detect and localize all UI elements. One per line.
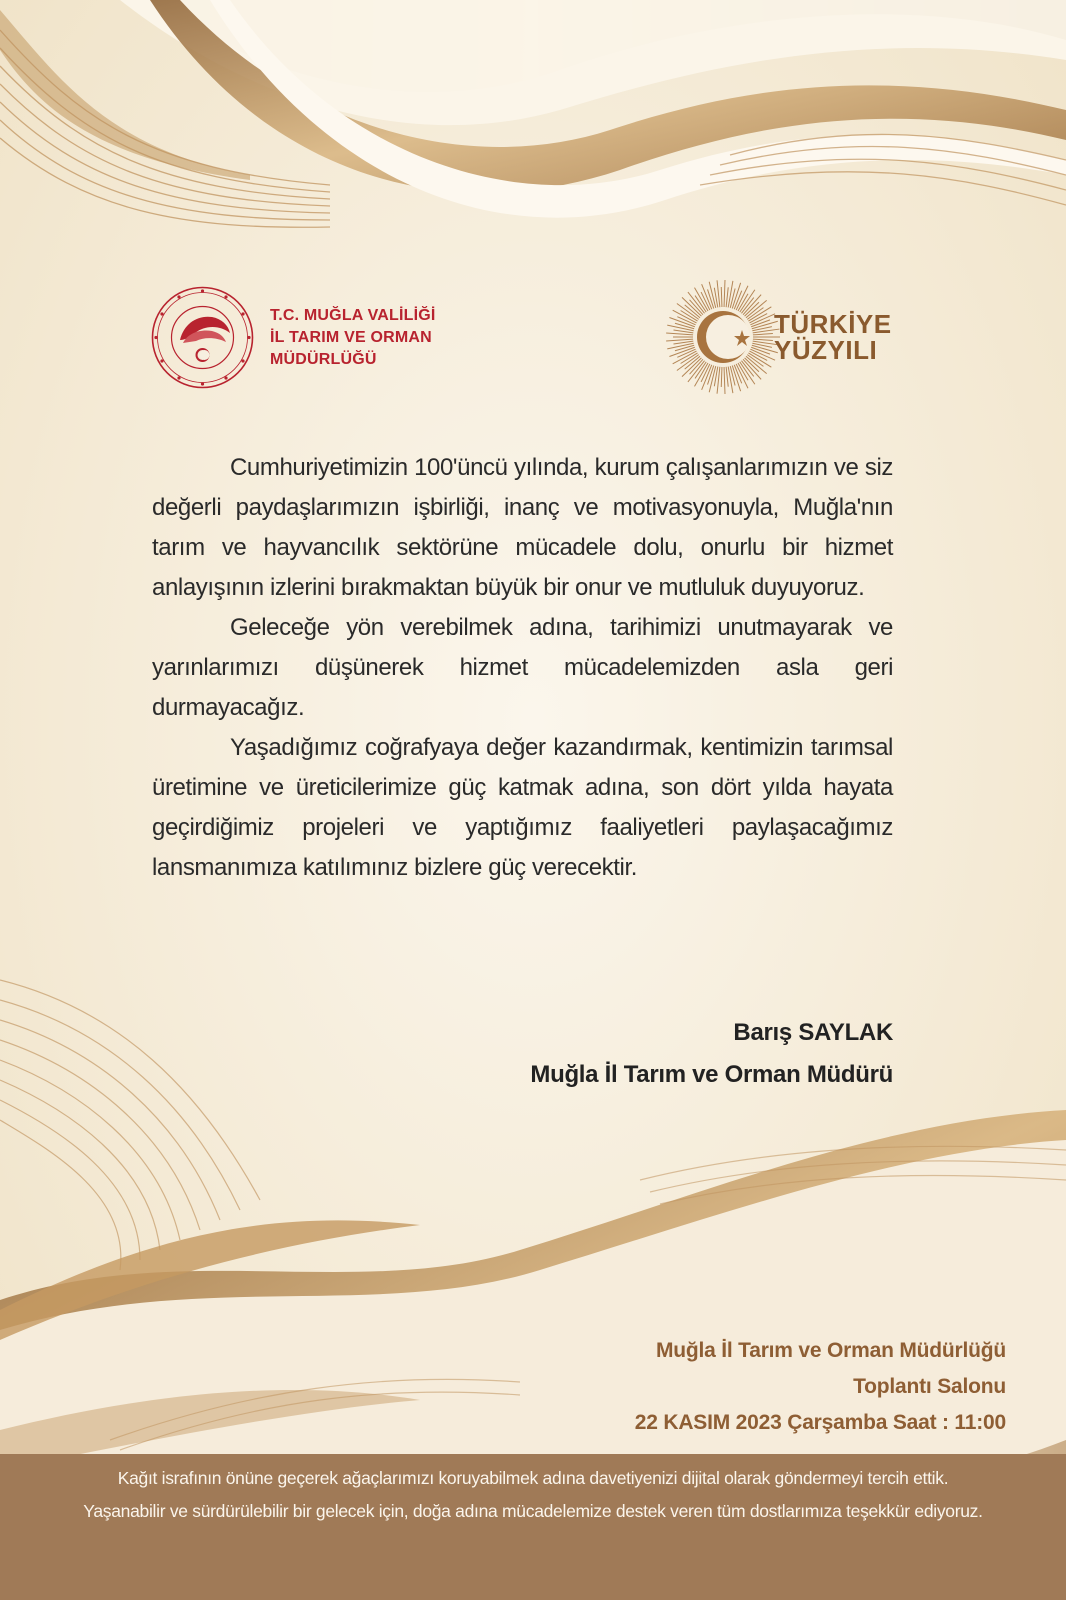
crescent-star-sun-icon (664, 278, 782, 396)
event-room: Toplantı Salonu (853, 1375, 1006, 1398)
ministry-logo (150, 285, 450, 395)
signatory-name: Barış SAYLAK (733, 1019, 893, 1046)
sun-ray (728, 367, 733, 394)
sun-ray (724, 280, 725, 307)
sun-ray (721, 367, 722, 387)
ministry-name (270, 305, 436, 371)
event-place: Muğla İl Tarım ve Orman Müdürlüğü (655, 1339, 1006, 1362)
turkiye-line: TÜRKİYE (774, 309, 892, 339)
sun-ray (736, 364, 748, 388)
ministry-line-1: T.C. MUĞLA VALİLİĞİ (270, 307, 436, 324)
signatory-title: Muğla İl Tarım ve Orman Müdürü (530, 1061, 893, 1088)
sun-ray (721, 287, 722, 307)
sun-ray (726, 287, 728, 307)
event-datetime: 22 KASIM 2023 Çarşamba Saat : 11:00 (634, 1411, 1006, 1434)
turkiye-yuzyili-text (774, 311, 892, 363)
footer-line-2: Yaşanabilir ve sürdürülebilir bir gelecek için, doğa adına mücadelemize destek veren tüm dostlarımıza teşekkür ediyoruz. (83, 1501, 983, 1521)
ministry-line-2: İL TARIM VE ORMAN (270, 329, 432, 346)
ministry-line-3: MÜDÜRLÜĞÜ (270, 351, 377, 368)
sun-ray (666, 333, 693, 335)
ministry-seal-icon (150, 285, 255, 390)
sun-ray (753, 339, 773, 340)
yuzyili-line: YÜZYILI (774, 335, 878, 365)
sun-ray (724, 367, 725, 394)
event-details (635, 1333, 1006, 1441)
footer-note (0, 1462, 1066, 1528)
sun-ray (728, 281, 733, 308)
footer-line-1: Kağıt israfının önüne geçerek ağaçlarımızı koruyabilmek adına davetiyenizi dijital olarak göndermeyi tercih ettik. (117, 1468, 949, 1488)
turkiye-yuzyili-logo (664, 278, 924, 398)
signature-block (530, 1012, 893, 1096)
letter-paragraph-3: Yaşadığımız coğrafyaya değer kazandırmak, kentimizin tarımsal üretimine ve üreticilerimize güç katmak adına, son dört yılda hayata geçirdiğimiz projeleri ve yaptığımız faaliyetleri paylaşacağımız lansmanımıza katılımınız bizlere güç verecektir. (152, 734, 893, 881)
letter-paragraph-1: Cumhuriyetimizin 100'üncü yılında, kurum çalışanlarımızın ve siz değerli paydaşlarımızın işbirliği, inanç ve motivasyonuyla, Muğla'nın tarım ve hayvancılık sektörüne mücadele dolu, onurlu bir hizmet anlayışının izlerini bırakmaktan büyük bir onur ve mutluluk duyuyoruz. (152, 454, 893, 601)
letter-paragraph-2: Geleceğe yön verebilmek adına, tarihimizi unutmayarak ve yarınlarımızı düşünerek hizmet mücadelemizden asla geri durmayacağız. (152, 614, 893, 721)
sun-ray (753, 334, 773, 335)
sun-ray (726, 367, 728, 387)
sun-ray (736, 286, 748, 310)
sun-ray (666, 339, 693, 341)
letter-body (152, 448, 893, 888)
